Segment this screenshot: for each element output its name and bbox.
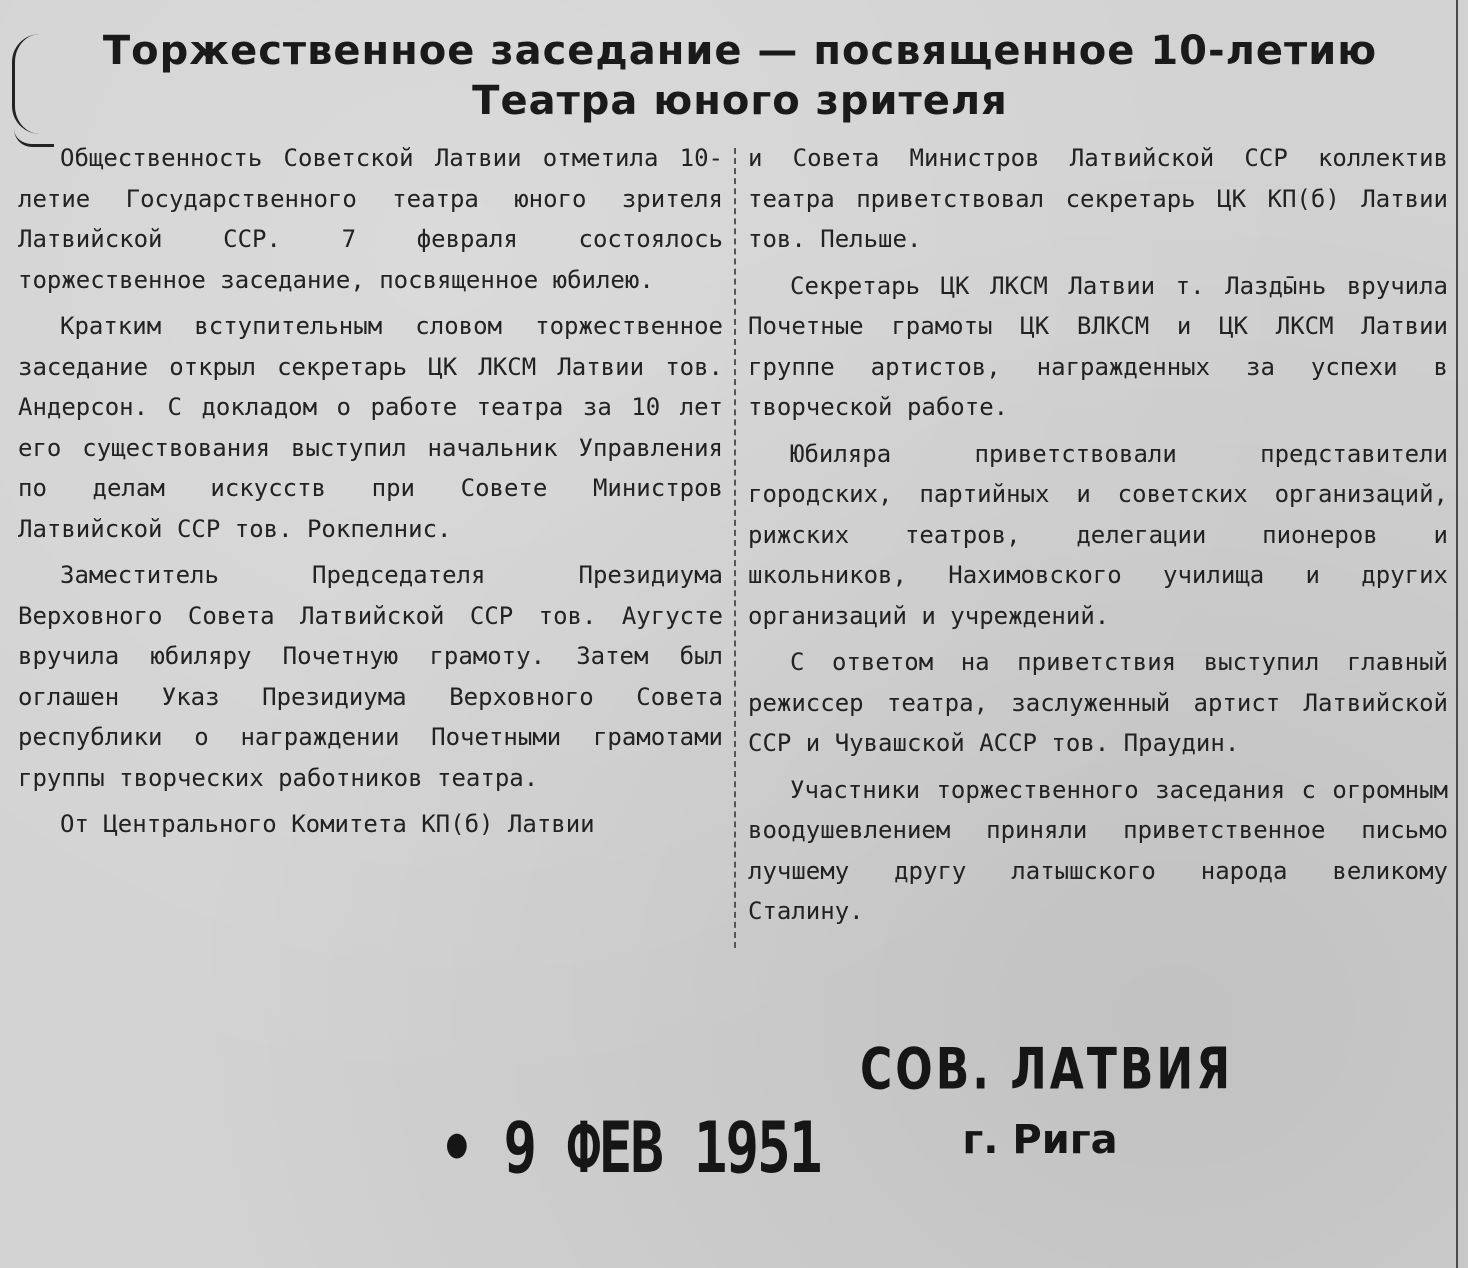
right-paragraph-5: Участники торжественного заседания с огромным воодушевлением приняли приветственное письмо лучшему другу латышского народа великому Сталину. <box>748 775 1448 925</box>
left-paragraph-1: Общественность Советской Латвии отметила 10-летие Государственного театра юного зрителя Латвийской ССР. 7 февраля состоялось торжественное заседание, посвященное юбилею. <box>18 144 723 294</box>
left-column <box>18 138 723 851</box>
newspaper-name-stamp: СОВ. ЛАТВИЯ <box>860 1036 1234 1103</box>
newspaper-city-stamp: г. Рига <box>962 1117 1118 1163</box>
right-paragraph-2: Секретарь ЦК ЛКСМ Латвии т. Лазды̄нь вручила Почетные грамоты ЦК ВЛКСМ и ЦК ЛКСМ Латвии группе артистов, награжденных за успехи в творческой работе. <box>748 271 1448 421</box>
right-paragraph-4: С ответом на приветствия выступил главный режиссер театра, заслуженный артист Латвийской ССР и Чувашской АССР тов. Праудин. <box>748 648 1448 757</box>
column-divider <box>734 148 736 948</box>
clipping-edge <box>1456 0 1458 1268</box>
newspaper-stamp <box>860 1036 1234 1163</box>
left-paragraph-3: Заместитель Председателя Президиума Верховного Совета Латвийской ССР тов. Аугусте вручила юбиляру Почетную грамоту. Затем был оглашен Указ Президиума Верховного Совета республики о награждении Почетными грамотами группы творческих работников театра. <box>18 561 723 792</box>
date-stamp: • 9 ФЕВ 1951 <box>440 1108 821 1190</box>
right-paragraph-3: Юбиляра приветствовали представители городских, партийных и советских организаций, рижских театров, делегации пионеров и школьников, Нахимовского училища и других организаций и учреждений. <box>748 439 1448 630</box>
article-headline <box>40 26 1440 126</box>
right-column <box>748 138 1448 938</box>
right-paragraph-1: и Совета Министров Латвийской ССР коллектив театра приветствовал секретарь ЦК КП(б) Латвии тов. Пельше. <box>748 144 1448 253</box>
left-paragraph-4: От Центрального Комитета КП(б) Латвии <box>60 810 595 838</box>
headline-line-1: Торжественное заседание — посвященное 10-летию <box>102 28 1378 74</box>
headline-line-2: Театра юного зрителя <box>472 78 1008 124</box>
left-paragraph-2: Кратким вступительным словом торжественное заседание открыл секретарь ЦК ЛКСМ Латвии тов. Андерсон. С докладом о работе театра за 10 лет его существования выступил начальник Управления по делам искусств при Совете Министров Латвийской ССР тов. Рокпелнис. <box>18 312 723 543</box>
